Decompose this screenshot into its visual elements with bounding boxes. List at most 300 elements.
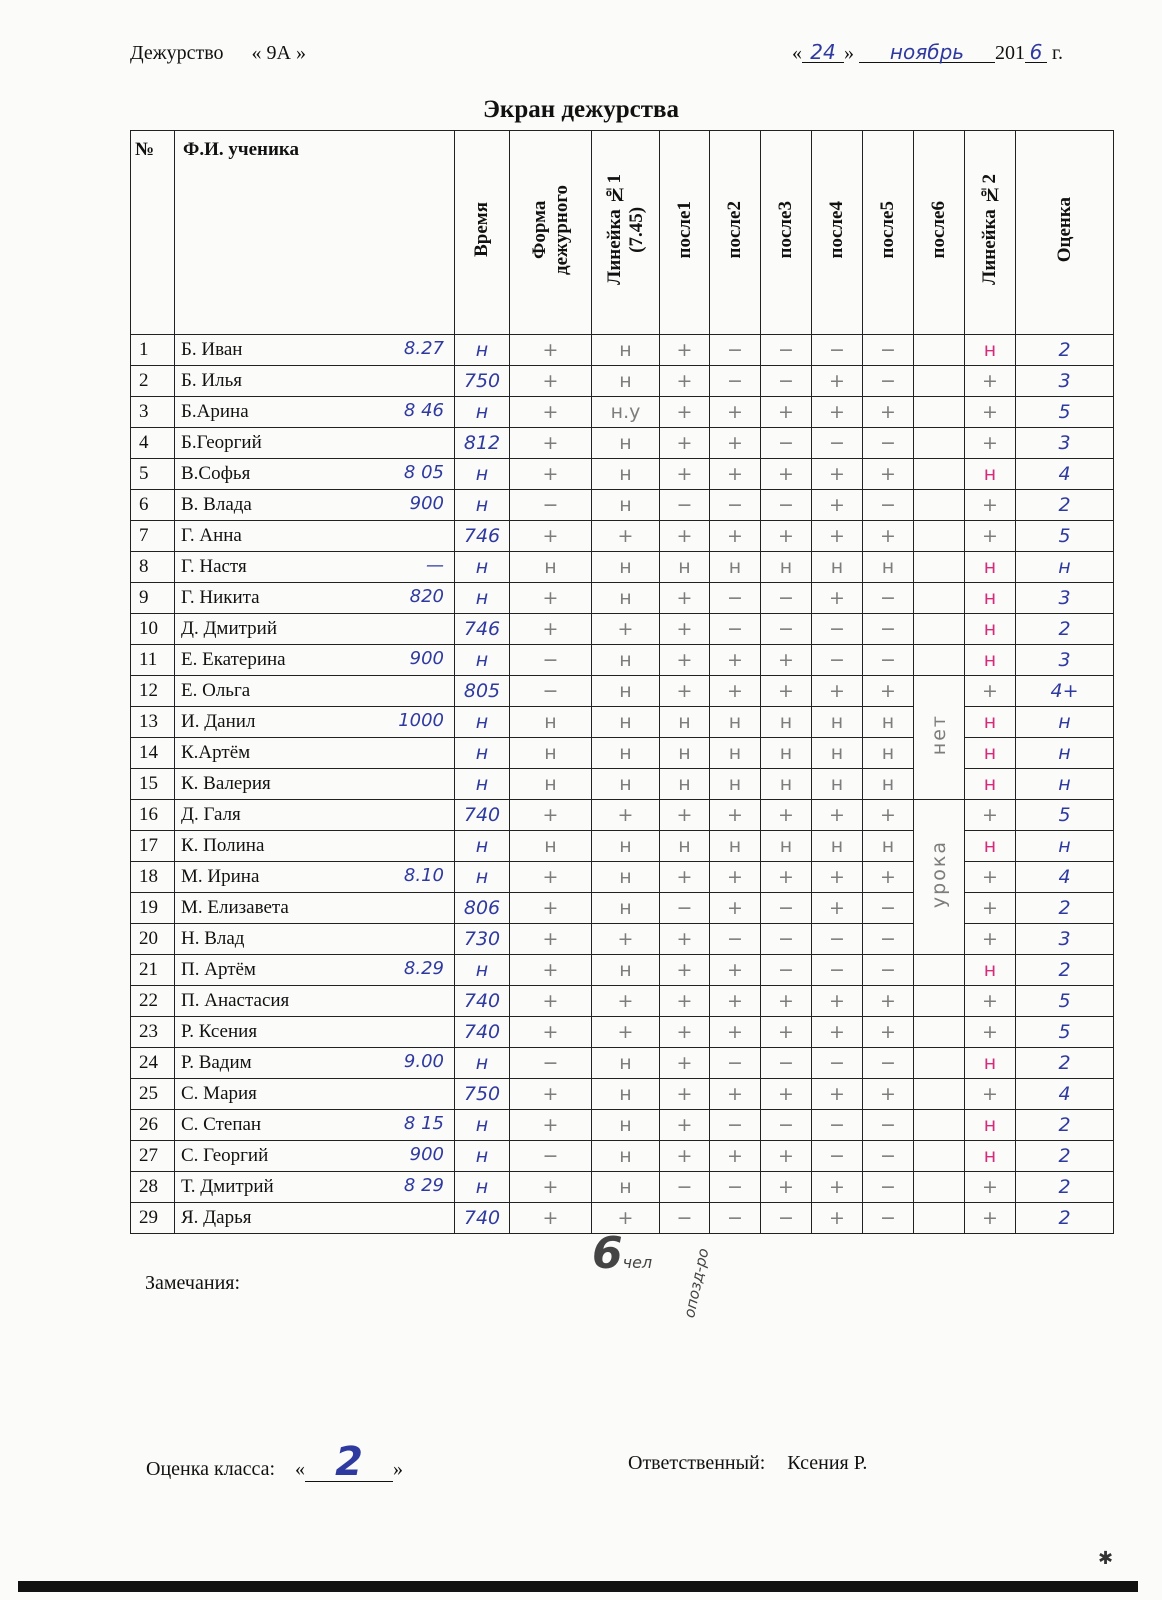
mark-a6 [914, 1017, 965, 1048]
time-cell: 740 [455, 1017, 510, 1048]
student-name-cell [175, 552, 455, 583]
row-number: 7 [131, 521, 175, 552]
row-number: 9 [131, 583, 175, 614]
grade-cell: 5 [1016, 521, 1114, 552]
ink-blot-icon: ✱ [1098, 1548, 1114, 1568]
mark-a1: − [660, 893, 710, 924]
col-after1-label: после1 [673, 200, 695, 259]
mark-a1: + [660, 1048, 710, 1079]
mark-a2: + [710, 676, 761, 707]
mark-a1: + [660, 428, 710, 459]
mark-a1: + [660, 986, 710, 1017]
year-prefix: 201 [995, 42, 1025, 64]
student-name-cell [175, 1141, 455, 1172]
mark-form: − [510, 490, 592, 521]
mark-a3: + [761, 676, 812, 707]
remarks-label: Замечания: [145, 1272, 241, 1294]
time-cell: 746 [455, 614, 510, 645]
student-name: К.Артём [181, 742, 251, 763]
class-grade-open-quote: « [295, 1458, 306, 1480]
mark-a6 [914, 645, 965, 676]
mark-l2: + [965, 428, 1016, 459]
mark-l2: н [965, 335, 1016, 366]
mark-a5: − [863, 1048, 914, 1079]
remarks-count: 6 [592, 1228, 623, 1279]
mark-l1: н [592, 1141, 660, 1172]
mark-a3: + [761, 986, 812, 1017]
table-row [131, 831, 1114, 862]
student-name-cell [175, 645, 455, 676]
class-grade-value: 2 [335, 1439, 363, 1485]
mark-a2: + [710, 893, 761, 924]
mark-a2: + [710, 645, 761, 676]
mark-a1: + [660, 1017, 710, 1048]
student-name: Д. Галя [181, 804, 241, 825]
time-cell: н [455, 769, 510, 800]
student-name-cell [175, 1079, 455, 1110]
mark-a4: + [812, 1017, 863, 1048]
student-name-cell [175, 428, 455, 459]
student-name: Г. Настя [181, 556, 247, 577]
col-line1-header [592, 131, 660, 335]
grade-cell: 5 [1016, 800, 1114, 831]
mark-l1: н [592, 893, 660, 924]
mark-l1: + [592, 1017, 660, 1048]
mark-a2: + [710, 459, 761, 490]
mark-a2: + [710, 1079, 761, 1110]
col-time-header [455, 131, 510, 335]
col-after1-header [660, 131, 710, 335]
mark-a5: н [863, 831, 914, 862]
mark-a5: − [863, 614, 914, 645]
mark-a1: − [660, 1203, 710, 1234]
mark-form: н [510, 552, 592, 583]
mark-a3: н [761, 831, 812, 862]
class-name: « 9А » [251, 42, 306, 64]
mark-a4: + [812, 800, 863, 831]
mark-l1: н [592, 707, 660, 738]
mark-l2: н [965, 614, 1016, 645]
student-name: П. Артём [181, 959, 256, 980]
row-number: 18 [131, 862, 175, 893]
mark-l1: + [592, 1203, 660, 1234]
table-row [131, 428, 1114, 459]
table-header-row [131, 131, 1114, 335]
row-number: 28 [131, 1172, 175, 1203]
mark-a4: + [812, 459, 863, 490]
time-cell: 750 [455, 1079, 510, 1110]
mark-form: + [510, 1017, 592, 1048]
mark-l2: н [965, 583, 1016, 614]
student-name: Н. Влад [181, 928, 245, 949]
mark-l1: н [592, 955, 660, 986]
student-name-cell [175, 1203, 455, 1234]
mark-a1: + [660, 800, 710, 831]
year-suffix: г. [1052, 42, 1063, 64]
row-number: 29 [131, 1203, 175, 1234]
col-after3-label: после3 [775, 200, 797, 259]
mark-a4: − [812, 924, 863, 955]
mark-a5: + [863, 459, 914, 490]
mark-a2: − [710, 1048, 761, 1079]
col-grade-header [1016, 131, 1114, 335]
mark-l2: + [965, 1079, 1016, 1110]
student-name-cell [175, 769, 455, 800]
time-cell: 746 [455, 521, 510, 552]
table-row [131, 800, 1114, 831]
mark-a6 [914, 490, 965, 521]
mark-a5: − [863, 490, 914, 521]
mark-a2: н [710, 552, 761, 583]
table-row [131, 986, 1114, 1017]
mark-l2: + [965, 924, 1016, 955]
arrival-note: 8 15 [403, 1113, 444, 1134]
mark-a1: + [660, 862, 710, 893]
row-number: 25 [131, 1079, 175, 1110]
time-cell: н [455, 738, 510, 769]
table-body [131, 335, 1114, 1234]
mark-l2: + [965, 986, 1016, 1017]
mark-form: + [510, 521, 592, 552]
mark-a6 [914, 1079, 965, 1110]
mark-a5: н [863, 769, 914, 800]
student-name: Б. Илья [181, 370, 243, 391]
student-name: Б. Иван [181, 339, 243, 360]
mark-a2: н [710, 769, 761, 800]
student-name: Е. Екатерина [181, 649, 286, 670]
mark-a1: + [660, 397, 710, 428]
mark-l2: н [965, 955, 1016, 986]
mark-a2: − [710, 490, 761, 521]
table-row [131, 490, 1114, 521]
col-after5-label: после5 [877, 200, 899, 259]
student-name: С. Георгий [181, 1145, 269, 1166]
date-mid-quote: » [844, 42, 854, 64]
arrival-note: 8.29 [403, 958, 444, 979]
mark-form: + [510, 335, 592, 366]
grade-cell: 2 [1016, 1172, 1114, 1203]
student-name: П. Анастасия [181, 990, 290, 1011]
mark-a3: н [761, 707, 812, 738]
mark-a6 [914, 583, 965, 614]
mark-a6 [914, 1172, 965, 1203]
mark-l1: н [592, 831, 660, 862]
mark-a2: − [710, 335, 761, 366]
time-cell: н [455, 583, 510, 614]
time-cell: н [455, 1172, 510, 1203]
table-row [131, 1017, 1114, 1048]
mark-l2: + [965, 521, 1016, 552]
mark-a4: + [812, 893, 863, 924]
grade-cell: 2 [1016, 1048, 1114, 1079]
grade-cell: н [1016, 831, 1114, 862]
time-cell: н [455, 1110, 510, 1141]
mark-a3: − [761, 614, 812, 645]
col-after4-label: после4 [826, 200, 848, 259]
table-row [131, 1079, 1114, 1110]
student-name-cell [175, 459, 455, 490]
grade-cell: 3 [1016, 366, 1114, 397]
table-row [131, 1110, 1114, 1141]
mark-a5: + [863, 1017, 914, 1048]
col-after6-header [914, 131, 965, 335]
col-name-header: Ф.И. ученика [175, 131, 455, 335]
student-name-cell [175, 1110, 455, 1141]
row-number: 6 [131, 490, 175, 521]
mark-a2: + [710, 862, 761, 893]
arrival-note: 900 [409, 1144, 444, 1165]
row-number: 17 [131, 831, 175, 862]
grade-cell: 3 [1016, 924, 1114, 955]
mark-a1: + [660, 924, 710, 955]
mark-a4: + [812, 366, 863, 397]
mark-a1: + [660, 1141, 710, 1172]
student-name-cell [175, 335, 455, 366]
student-name: Р. Вадим [181, 1052, 252, 1073]
mark-l1: н [592, 1079, 660, 1110]
mark-l1: н [592, 335, 660, 366]
student-name-cell [175, 893, 455, 924]
mark-a2: н [710, 707, 761, 738]
arrival-note: 900 [409, 648, 444, 669]
time-cell: 740 [455, 1203, 510, 1234]
student-name: Р. Ксения [181, 1021, 258, 1042]
mark-a6 [914, 1048, 965, 1079]
student-name-cell [175, 924, 455, 955]
mark-a4: н [812, 738, 863, 769]
mark-a2: н [710, 831, 761, 862]
remarks-vertical-text: опозд-ро [679, 1246, 713, 1319]
table-row [131, 676, 1114, 707]
mark-a2: н [710, 738, 761, 769]
time-cell: 740 [455, 986, 510, 1017]
mark-a5: + [863, 397, 914, 428]
student-name-cell [175, 397, 455, 428]
grade-cell: 5 [1016, 1017, 1114, 1048]
mark-a3: + [761, 1141, 812, 1172]
scan-edge [18, 1581, 1138, 1592]
mark-a5: + [863, 1079, 914, 1110]
mark-a5: н [863, 552, 914, 583]
row-number: 2 [131, 366, 175, 397]
student-name: С. Мария [181, 1083, 257, 1104]
date-month: ноябрь [859, 42, 995, 63]
mark-a4: − [812, 1048, 863, 1079]
date-open-quote: « [792, 42, 802, 64]
responsible-line [628, 1452, 867, 1475]
student-name: Я. Дарья [181, 1207, 252, 1228]
student-name-cell [175, 366, 455, 397]
mark-a1: + [660, 955, 710, 986]
mark-a4: − [812, 955, 863, 986]
mark-a3: + [761, 1079, 812, 1110]
col-grade-label: Оценка [1053, 196, 1075, 263]
after6-note-text: урока [928, 840, 950, 909]
mark-a4: − [812, 614, 863, 645]
mark-a4: + [812, 1172, 863, 1203]
mark-a5: − [863, 583, 914, 614]
row-number: 3 [131, 397, 175, 428]
mark-form: + [510, 366, 592, 397]
mark-l2: н [965, 1141, 1016, 1172]
mark-a2: − [710, 1203, 761, 1234]
mark-l2: + [965, 862, 1016, 893]
time-cell: н [455, 397, 510, 428]
mark-a5: − [863, 1110, 914, 1141]
mark-a6 [914, 552, 965, 583]
mark-a4: − [812, 1110, 863, 1141]
mark-a4: − [812, 1141, 863, 1172]
grade-cell: 2 [1016, 1110, 1114, 1141]
mark-a6 [914, 986, 965, 1017]
grade-cell: н [1016, 707, 1114, 738]
mark-a2: + [710, 955, 761, 986]
grade-cell: 2 [1016, 893, 1114, 924]
mark-l1: н [592, 1172, 660, 1203]
mark-a1: н [660, 552, 710, 583]
time-cell: н [455, 1141, 510, 1172]
mark-a1: + [660, 1079, 710, 1110]
mark-l1: + [592, 924, 660, 955]
mark-a2: − [710, 614, 761, 645]
col-after3-header [761, 131, 812, 335]
table-row [131, 366, 1114, 397]
time-cell: н [455, 459, 510, 490]
mark-form: н [510, 738, 592, 769]
table-row [131, 583, 1114, 614]
mark-form: + [510, 800, 592, 831]
time-cell: н [455, 335, 510, 366]
mark-a4: − [812, 428, 863, 459]
arrival-note: 900 [409, 493, 444, 514]
row-number: 22 [131, 986, 175, 1017]
row-number: 13 [131, 707, 175, 738]
student-name: К. Валерия [181, 773, 271, 794]
table-row [131, 521, 1114, 552]
date-day: 24 [802, 42, 844, 63]
year-digit: 6 [1025, 42, 1047, 63]
row-number: 5 [131, 459, 175, 490]
mark-a3: − [761, 893, 812, 924]
mark-a2: + [710, 428, 761, 459]
mark-a4: н [812, 769, 863, 800]
mark-a6 [914, 521, 965, 552]
mark-l2: + [965, 800, 1016, 831]
grade-cell: 3 [1016, 428, 1114, 459]
row-number: 10 [131, 614, 175, 645]
row-number: 12 [131, 676, 175, 707]
table-row [131, 614, 1114, 645]
student-name-cell [175, 583, 455, 614]
mark-a2: − [710, 1110, 761, 1141]
mark-form: + [510, 893, 592, 924]
table-row [131, 1141, 1114, 1172]
mark-form: + [510, 1110, 592, 1141]
mark-l2: н [965, 552, 1016, 583]
mark-a2: − [710, 1172, 761, 1203]
mark-l1: + [592, 614, 660, 645]
mark-l2: н [965, 645, 1016, 676]
table-row [131, 1048, 1114, 1079]
mark-l1: н [592, 738, 660, 769]
row-number: 16 [131, 800, 175, 831]
col-after2-label: после2 [724, 200, 746, 259]
after6-note-text: нет [928, 714, 950, 756]
mark-a2: + [710, 1141, 761, 1172]
grade-cell: 2 [1016, 1141, 1114, 1172]
mark-a3: − [761, 1203, 812, 1234]
mark-a3: − [761, 583, 812, 614]
student-name: В.Софья [181, 463, 251, 484]
mark-a3: − [761, 955, 812, 986]
mark-a2: − [710, 924, 761, 955]
mark-a1: + [660, 366, 710, 397]
mark-form: + [510, 583, 592, 614]
duty-table [130, 130, 1114, 1234]
time-cell: н [455, 831, 510, 862]
grade-cell: 3 [1016, 583, 1114, 614]
row-number: 24 [131, 1048, 175, 1079]
time-cell: 750 [455, 366, 510, 397]
mark-a5: − [863, 1141, 914, 1172]
time-cell: н [455, 552, 510, 583]
student-name-cell [175, 738, 455, 769]
mark-a3: + [761, 1017, 812, 1048]
mark-a5: + [863, 986, 914, 1017]
mark-a1: + [660, 676, 710, 707]
mark-a4: + [812, 986, 863, 1017]
mark-a5: − [863, 1172, 914, 1203]
mark-a6 [914, 1141, 965, 1172]
student-name: И. Данил [181, 711, 256, 732]
arrival-note: — [426, 555, 444, 576]
mark-a4: + [812, 521, 863, 552]
mark-l2: + [965, 1172, 1016, 1203]
after6-note-uroka [914, 800, 965, 955]
col-after2-header [710, 131, 761, 335]
time-cell: 730 [455, 924, 510, 955]
grade-cell: 2 [1016, 614, 1114, 645]
mark-form: + [510, 924, 592, 955]
arrival-note: 8 29 [403, 1175, 444, 1196]
mark-a1: − [660, 490, 710, 521]
mark-l1: н [592, 769, 660, 800]
mark-a6 [914, 1110, 965, 1141]
mark-a4: − [812, 335, 863, 366]
mark-form: + [510, 459, 592, 490]
mark-form: н [510, 831, 592, 862]
time-cell: 740 [455, 800, 510, 831]
mark-a6 [914, 428, 965, 459]
table-row [131, 955, 1114, 986]
mark-a5: + [863, 676, 914, 707]
class-grade-line [146, 1439, 404, 1485]
row-number: 15 [131, 769, 175, 800]
student-name-cell [175, 1172, 455, 1203]
mark-l1: н [592, 645, 660, 676]
mark-a2: − [710, 366, 761, 397]
mark-a1: + [660, 645, 710, 676]
mark-l2: + [965, 1017, 1016, 1048]
mark-l1: н [592, 428, 660, 459]
arrival-note: 9.00 [403, 1051, 444, 1072]
class-grade-label: Оценка класса: [146, 1458, 276, 1480]
mark-a4: + [812, 490, 863, 521]
arrival-note: 8 05 [403, 462, 444, 483]
mark-a2: + [710, 397, 761, 428]
mark-a5: − [863, 366, 914, 397]
mark-l1: н [592, 490, 660, 521]
